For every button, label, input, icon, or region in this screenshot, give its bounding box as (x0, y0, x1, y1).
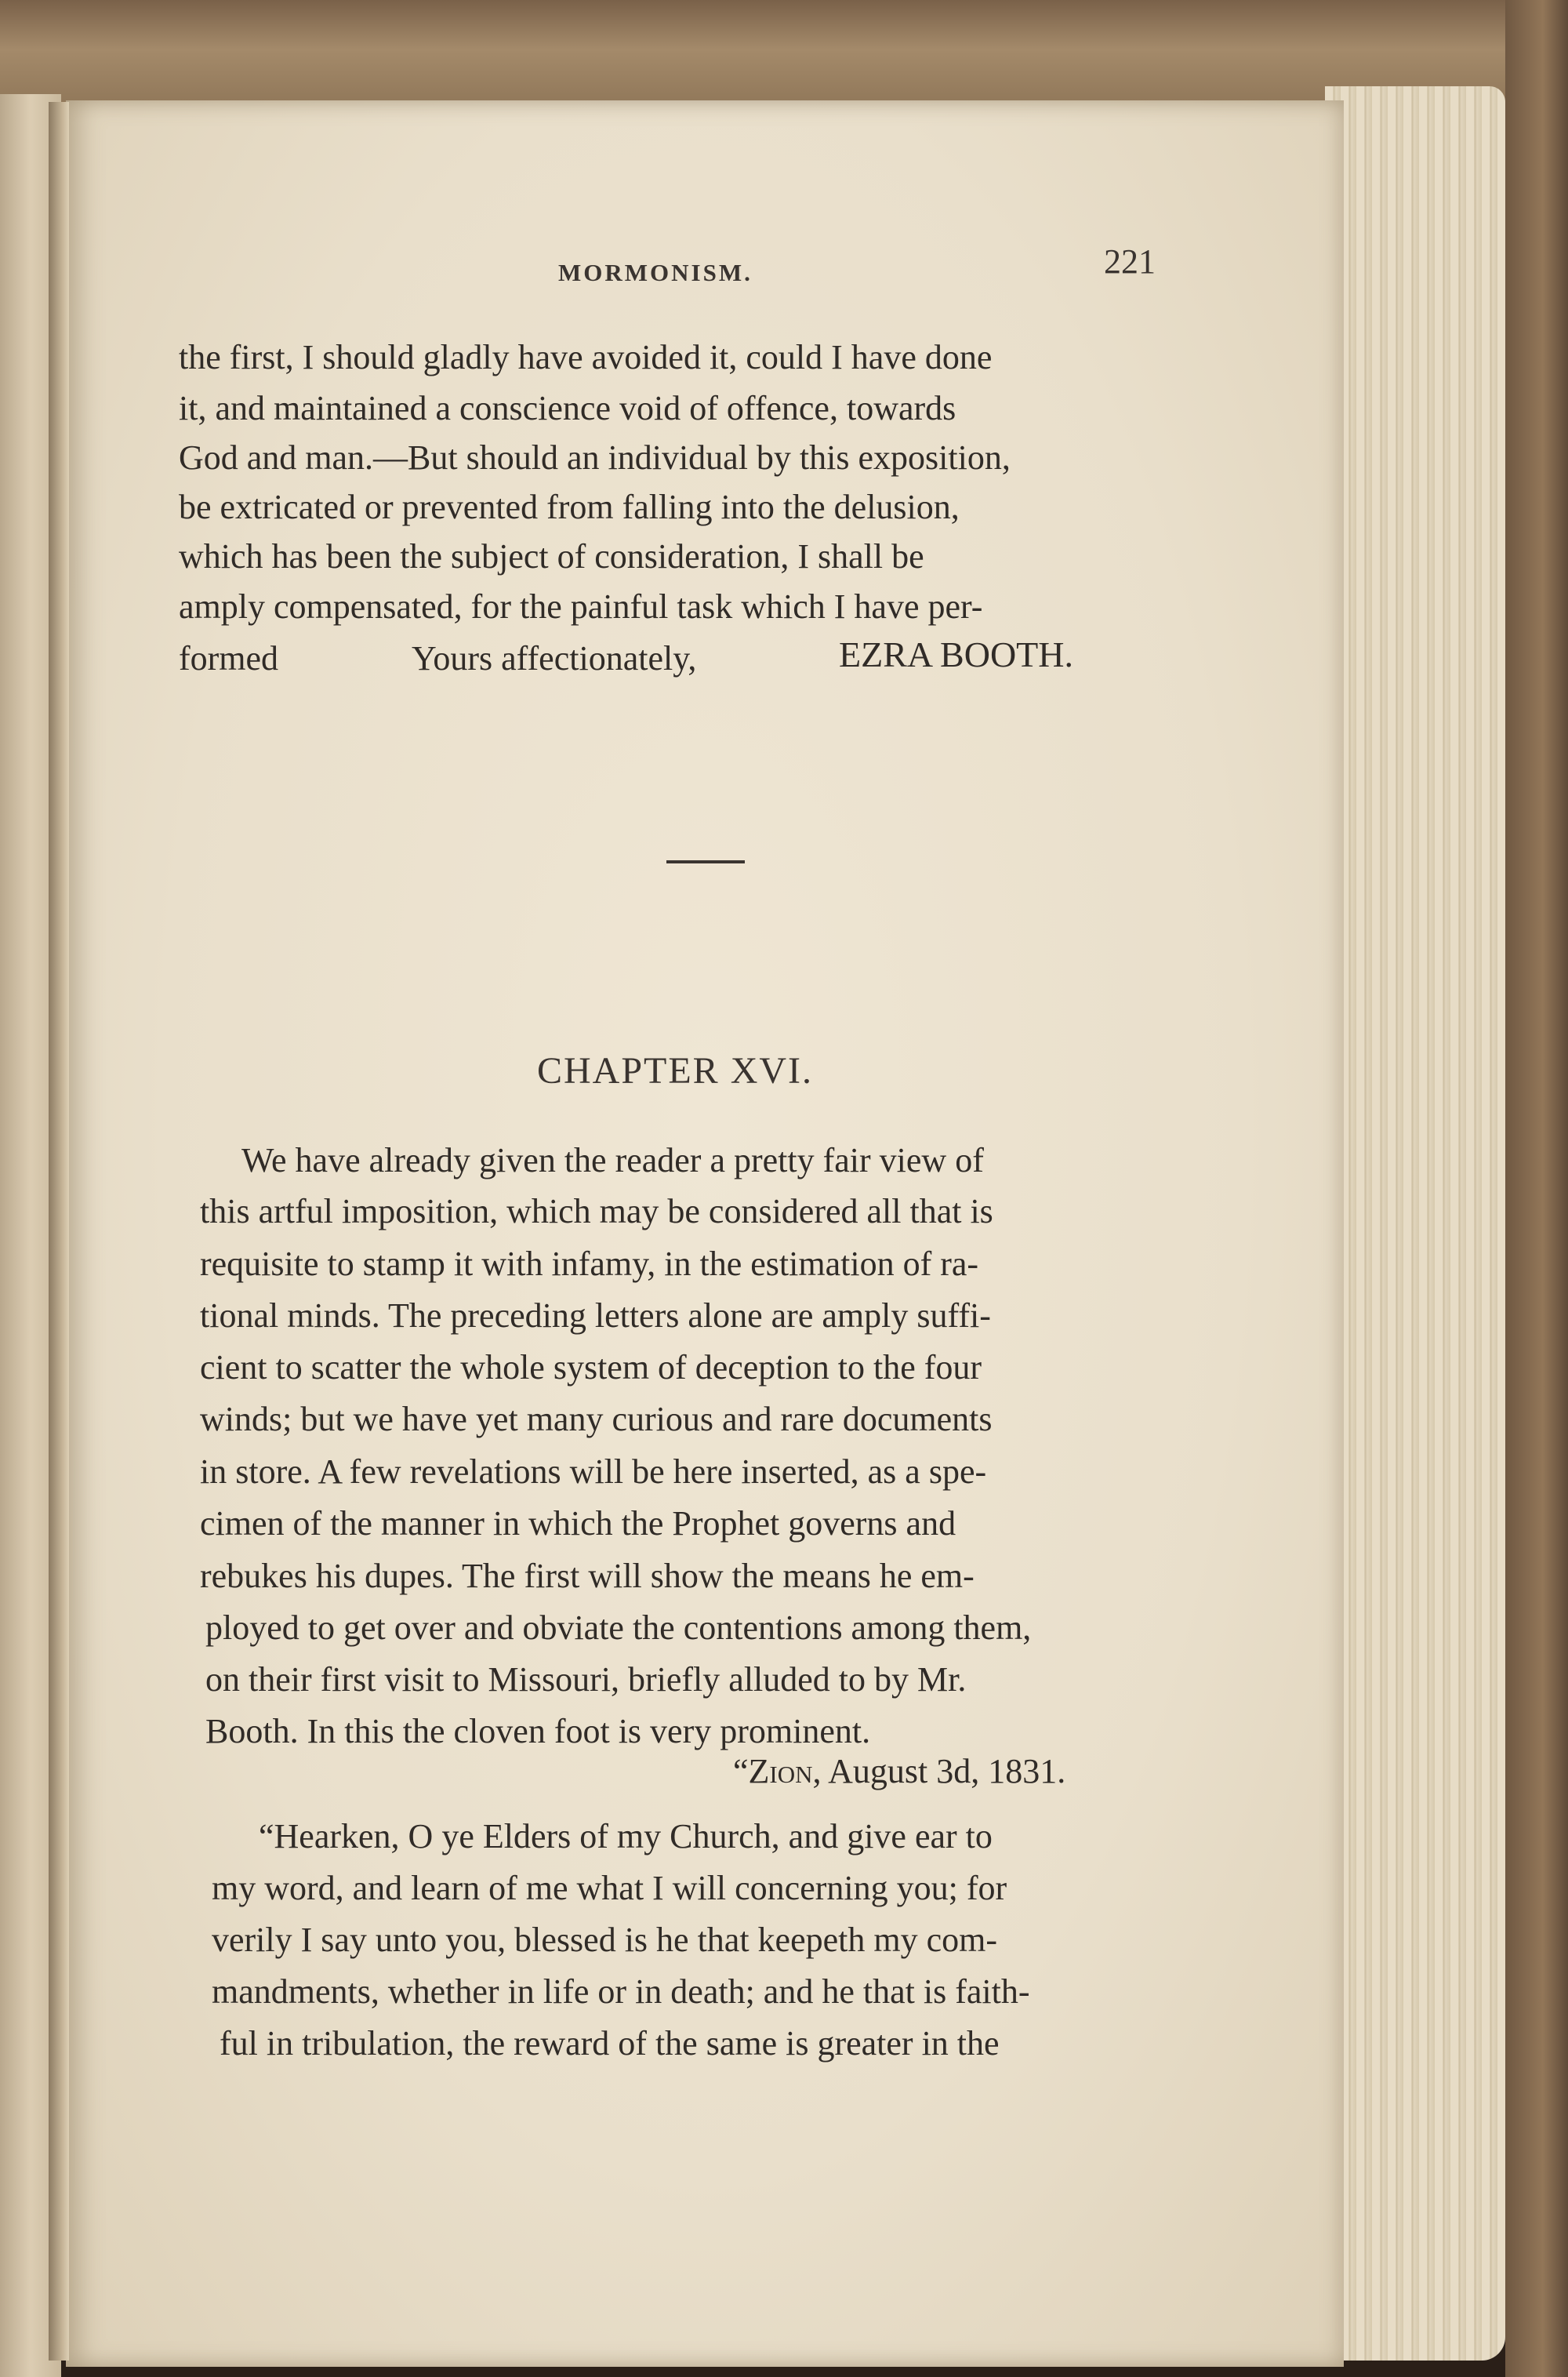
text-line: amply compensated, for the painful task which I have per- (179, 587, 983, 626)
text-line: it, and maintained a conscience void of offence, towards (179, 389, 956, 427)
text-line: in store. A few revelations will be here inserted, as a spe- (200, 1452, 987, 1491)
dateline-date: , August 3d, 1831. (812, 1752, 1066, 1790)
section-rule (666, 860, 745, 863)
book-gutter (49, 102, 69, 2361)
text-line: tional minds. The preceding letters alone are amply suffi- (200, 1296, 991, 1335)
text-line: requisite to stamp it with infamy, in the estimation of ra- (200, 1245, 979, 1283)
text-line: ful in tribulation, the reward of the same is greater in the (220, 2024, 1000, 2063)
text-line: this artful imposition, which may be considered all that is (200, 1192, 993, 1230)
running-head: MORMONISM. (558, 259, 753, 286)
chapter-title: CHAPTER XVI. (537, 1050, 814, 1092)
text-line: on their first visit to Missouri, briefly alluded to by Mr. (205, 1660, 967, 1699)
text-line: We have already given the reader a pretty fair view of (241, 1141, 984, 1179)
text-line: cient to scatter the whole system of deception to the four (200, 1348, 982, 1387)
text-line: the first, I should gladly have avoided it, could I have done (179, 338, 993, 376)
valediction: Yours affectionately, (412, 639, 697, 678)
text-line: “Hearken, O ye Elders of my Church, and give ear to (259, 1817, 993, 1855)
text-line: Booth. In this the cloven foot is very prominent. (205, 1712, 871, 1750)
text-line: verily I say unto you, blessed is he that keepeth my com- (212, 1921, 997, 1959)
signature: EZRA BOOTH. (839, 634, 1073, 674)
book-cloth-right (1505, 0, 1568, 2377)
text-line: cimen of the manner in which the Prophet governs and (200, 1504, 956, 1543)
page-number: 221 (1104, 242, 1156, 281)
dateline (733, 1751, 1065, 1791)
closing-word: formed (179, 639, 279, 678)
page-edges (1325, 86, 1505, 2361)
text-line: my word, and learn of me what I will concerning you; for (212, 1869, 1007, 1907)
dateline-place: “Zion (733, 1752, 813, 1790)
text-line: which has been the subject of consideration, I shall be (179, 537, 924, 576)
text-line: winds; but we have yet many curious and rare documents (200, 1400, 993, 1438)
text-line: mandments, whether in life or in death; and he that is faith- (212, 1972, 1030, 2011)
text-line: rebukes his dupes. The first will show the means he em- (200, 1557, 975, 1595)
text-line: God and man.—But should an individual by this exposition, (179, 438, 1011, 477)
text-line: be extricated or prevented from falling into the delusion, (179, 488, 960, 526)
text-line: ployed to get over and obviate the contentions among them, (205, 1608, 1032, 1647)
